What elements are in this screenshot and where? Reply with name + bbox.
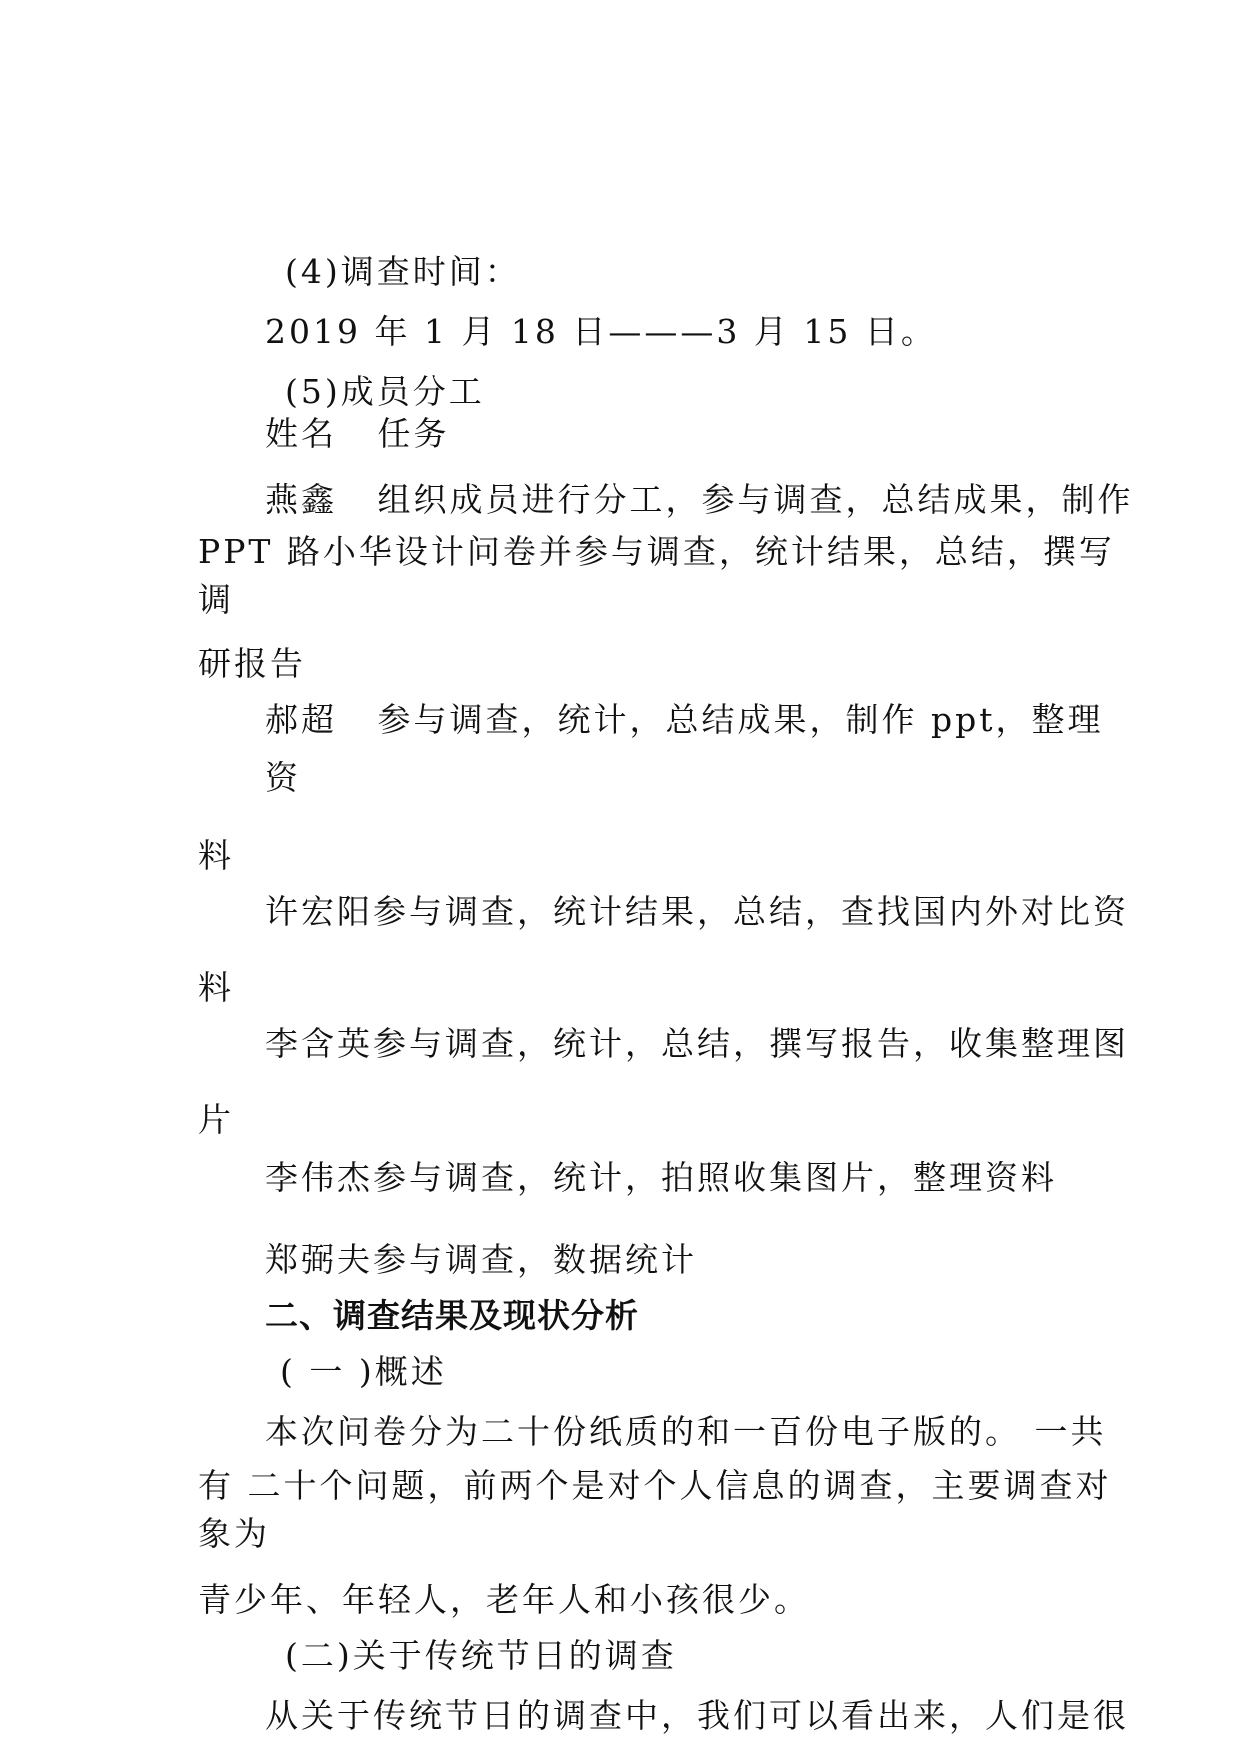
text-line: 青少年、年轻人，老年人和小孩很少。 bbox=[198, 1580, 810, 1619]
text-line: PPT 路小华设计问卷并参与调查，统计结果，总结，撰写 bbox=[198, 532, 1115, 571]
text-line: 料 bbox=[198, 968, 234, 1007]
text-line: 姓名 任务 bbox=[265, 414, 450, 453]
text-line: (4)调查时间： bbox=[285, 252, 521, 291]
text-line: (5)成员分工 bbox=[285, 372, 485, 411]
text-line: 郝超 参与调查，统计，总结成果，制作 ppt，整理 bbox=[265, 700, 1104, 739]
text-line: 料 bbox=[198, 836, 234, 875]
text-line: 郑弼夫参与调查，数据统计 bbox=[265, 1240, 697, 1279]
section-heading: 二、调查结果及现状分析 bbox=[265, 1296, 639, 1335]
text-line: 研报告 bbox=[198, 644, 306, 683]
text-line: 2019 年 1 月 18 日———3 月 15 日。 bbox=[265, 312, 937, 351]
text-line: 许宏阳参与调查，统计结果，总结，查找国内外对比资 bbox=[265, 892, 1129, 931]
text-line: 象为 bbox=[198, 1514, 270, 1553]
text-line: 李伟杰参与调查，统计，拍照收集图片，整理资料 bbox=[265, 1158, 1057, 1197]
text-line: 资 bbox=[265, 758, 301, 797]
text-line: 片 bbox=[198, 1100, 234, 1139]
text-line: 燕鑫 组织成员进行分工，参与调查，总结成果，制作 bbox=[265, 480, 1134, 519]
text-line: 李含英参与调查，统计，总结，撰写报告，收集整理图 bbox=[265, 1024, 1129, 1063]
text-line: 从关于传统节日的调查中，我们可以看出来，人们是很 bbox=[265, 1696, 1129, 1735]
text-line: 调 bbox=[198, 580, 234, 619]
subsection-heading: (二)关于传统节日的调查 bbox=[285, 1636, 677, 1675]
subsection-heading: ( 一 )概述 bbox=[280, 1352, 447, 1391]
text-line: 有 二十个问题，前两个是对个人信息的调查，主要调查对 bbox=[198, 1466, 1112, 1505]
text-line: 本次问卷分为二十份纸质的和一百份电子版的。 一共 bbox=[265, 1412, 1107, 1451]
